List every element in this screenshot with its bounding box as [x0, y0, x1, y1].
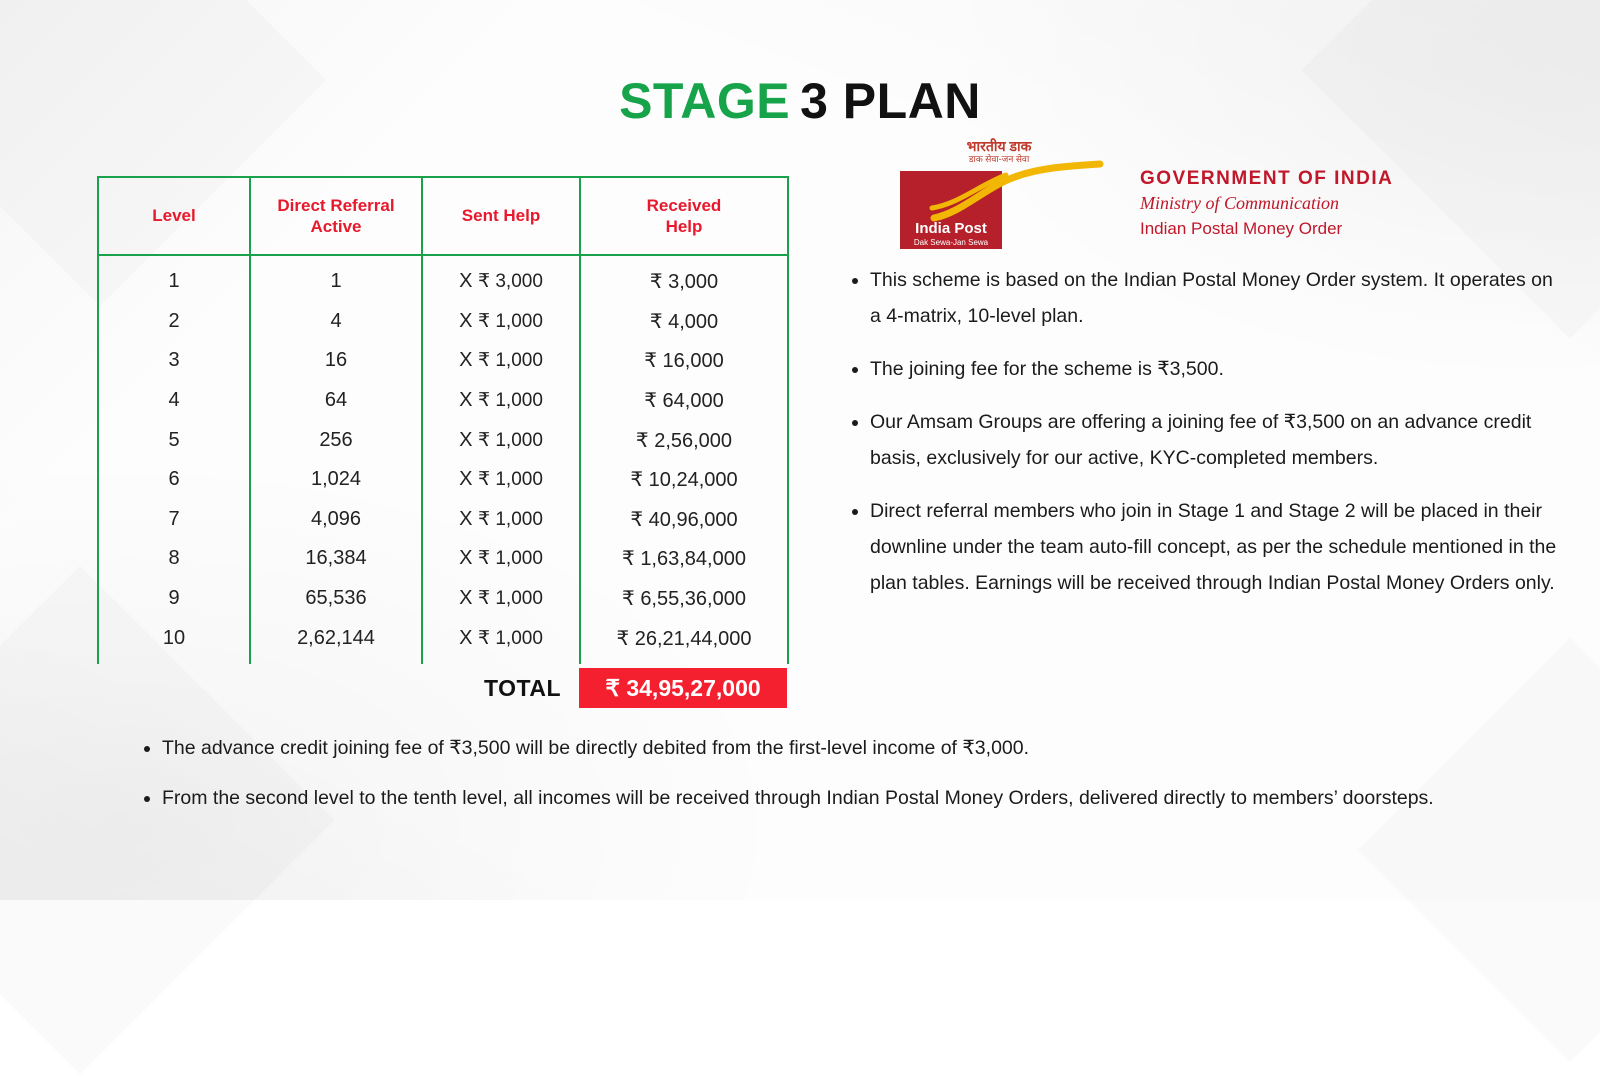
table-header-row — [98, 177, 788, 255]
cell-received-help: ₹ 4,000 — [580, 302, 788, 342]
cell-sent-help — [422, 255, 580, 302]
table-row — [98, 500, 788, 540]
table-row — [98, 420, 788, 460]
right-notes-list — [848, 262, 1560, 602]
cell-sent-amount: ₹ 1,000 — [477, 310, 543, 332]
page-title-stage: STAGE — [619, 73, 791, 129]
list-item: • Our Amsam Groups are offering a joining fee of ₹3,500 on an advance credit basis, exclusively for our active, KYC-completed members. — [870, 404, 1560, 476]
cell-level: 3 — [98, 341, 250, 381]
column-header-line: Direct Referral — [277, 195, 395, 215]
cell-sent-amount: ₹ 1,000 — [477, 350, 543, 372]
cell-level: 10 — [98, 618, 250, 664]
cell-level: 8 — [98, 539, 250, 579]
table-row — [98, 579, 788, 619]
table-row — [98, 460, 788, 500]
cell-sent-help — [422, 341, 580, 381]
cell-level: 1 — [98, 255, 250, 302]
plan-table — [97, 176, 789, 664]
table-row — [98, 618, 788, 664]
cell-direct-referral: 4,096 — [250, 500, 422, 540]
cell-direct-referral: 1,024 — [250, 460, 422, 500]
cell-sent-help — [422, 618, 580, 664]
column-header-line: Received — [646, 195, 722, 215]
cell-direct-referral: 256 — [250, 420, 422, 460]
cell-sent-help — [422, 460, 580, 500]
table-row — [98, 381, 788, 421]
cell-sent-help — [422, 381, 580, 421]
cell-received-help: ₹ 16,000 — [580, 341, 788, 381]
india-post-logo — [880, 138, 1110, 248]
cell-sent-amount: ₹ 3,000 — [477, 271, 543, 293]
table-row — [98, 302, 788, 342]
plan-table-body — [98, 255, 788, 664]
bottom-notes-section — [140, 730, 1490, 830]
list-item: • The advance credit joining fee of ₹3,500 will be directly debited from the first-level income of ₹3,000. — [162, 730, 1490, 766]
cell-direct-referral: 65,536 — [250, 579, 422, 619]
cell-direct-referral: 64 — [250, 381, 422, 421]
list-item: • This scheme is based on the Indian Postal Money Order system. It operates on a 4-matrix, 10-level plan. — [870, 262, 1560, 334]
cell-sent-amount: ₹ 1,000 — [477, 429, 543, 451]
cell-direct-referral: 16,384 — [250, 539, 422, 579]
list-item: • From the second level to the tenth level, all incomes will be received through Indian Postal Money Orders, delivered directly to members’ doorsteps. — [162, 780, 1490, 816]
cell-sent-amount: ₹ 1,000 — [477, 627, 543, 649]
total-row — [97, 668, 787, 708]
government-header — [1140, 168, 1560, 239]
cell-sent-amount: ₹ 1,000 — [477, 548, 543, 570]
cell-received-help: ₹ 26,21,44,000 — [580, 618, 788, 664]
background-shape — [1358, 638, 1600, 1062]
cell-sent-multiplier: X — [459, 626, 473, 649]
cell-sent-multiplier: X — [459, 349, 473, 372]
logo-hindi-main: भारतीय डाक — [966, 138, 1032, 154]
bottom-notes-list — [140, 730, 1490, 816]
cell-sent-multiplier: X — [459, 587, 473, 610]
cell-sent-multiplier: X — [459, 507, 473, 530]
cell-level: 5 — [98, 420, 250, 460]
column-header-sent-help: Sent Help — [422, 177, 580, 255]
cell-sent-multiplier: X — [459, 547, 473, 570]
cell-received-help: ₹ 3,000 — [580, 255, 788, 302]
logo-hindi-sub: डाक सेवा-जन सेवा — [968, 154, 1030, 165]
plan-table-wrapper — [97, 176, 787, 664]
cell-sent-multiplier: X — [459, 428, 473, 451]
cell-received-help: ₹ 40,96,000 — [580, 500, 788, 540]
page-title-plan: 3 PLAN — [800, 73, 981, 129]
cell-received-help: ₹ 6,55,36,000 — [580, 579, 788, 619]
cell-level: 2 — [98, 302, 250, 342]
money-order-text: Indian Postal Money Order — [1140, 219, 1343, 238]
cell-sent-help — [422, 579, 580, 619]
cell-sent-amount: ₹ 1,000 — [477, 588, 543, 610]
cell-received-help: ₹ 64,000 — [580, 381, 788, 421]
logo-name: India Post — [915, 220, 987, 237]
total-label: TOTAL — [483, 675, 561, 701]
cell-sent-help — [422, 500, 580, 540]
column-header-received-help — [580, 177, 788, 255]
column-header-direct-referral-active — [250, 177, 422, 255]
ministry-text: Ministry of Communication — [1140, 193, 1339, 213]
cell-received-help: ₹ 10,24,000 — [580, 460, 788, 500]
cell-level: 6 — [98, 460, 250, 500]
cell-level: 7 — [98, 500, 250, 540]
cell-level: 4 — [98, 381, 250, 421]
cell-direct-referral: 4 — [250, 302, 422, 342]
cell-received-help: ₹ 1,63,84,000 — [580, 539, 788, 579]
cell-sent-amount: ₹ 1,000 — [477, 469, 543, 491]
cell-sent-multiplier: X — [459, 309, 473, 332]
column-header-line: Active — [310, 217, 362, 236]
cell-direct-referral: 1 — [250, 255, 422, 302]
table-row — [98, 255, 788, 302]
cell-received-help: ₹ 2,56,000 — [580, 420, 788, 460]
column-header-level: Level — [98, 177, 250, 255]
table-row — [98, 341, 788, 381]
cell-sent-help — [422, 302, 580, 342]
cell-sent-amount: ₹ 1,000 — [477, 390, 543, 412]
list-item: • The joining fee for the scheme is ₹3,500. — [870, 351, 1560, 387]
logo-swoosh-icon — [932, 160, 1102, 222]
cell-sent-multiplier: X — [459, 270, 473, 293]
cell-sent-help — [422, 539, 580, 579]
cell-level: 9 — [98, 579, 250, 619]
government-of-india-text: GOVERNMENT OF INDIA — [1140, 168, 1394, 189]
cell-direct-referral: 2,62,144 — [250, 618, 422, 664]
logo-tagline: Dak Sewa-Jan Sewa — [913, 238, 989, 247]
total-value: ₹ 34,95,27,000 — [579, 668, 787, 708]
list-item: • Direct referral members who join in Stage 1 and Stage 2 will be placed in their downline under the team auto-fill concept, as per the schedule mentioned in the plan tables. Earnings will be received through Indian Postal Money Orders only. — [870, 493, 1560, 601]
cell-direct-referral: 16 — [250, 341, 422, 381]
page-title — [0, 72, 1600, 130]
cell-sent-amount: ₹ 1,000 — [477, 508, 543, 530]
cell-sent-multiplier: X — [459, 389, 473, 412]
cell-sent-multiplier: X — [459, 468, 473, 491]
column-header-line: Help — [665, 217, 703, 236]
cell-sent-help — [422, 420, 580, 460]
table-row — [98, 539, 788, 579]
right-notes-section — [848, 262, 1560, 619]
